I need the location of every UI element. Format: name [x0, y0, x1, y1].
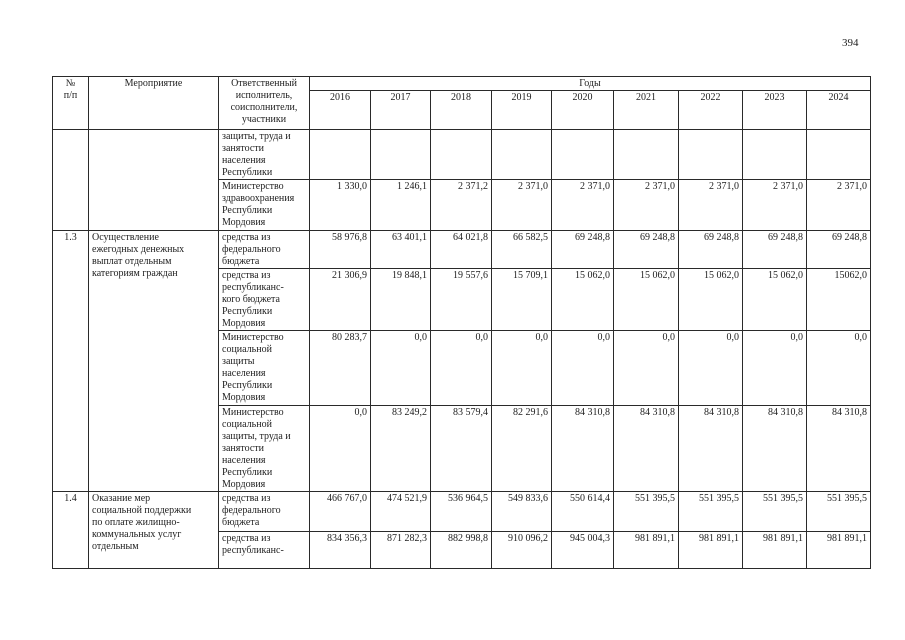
header-responsible: Ответственный исполнитель, соисполнители, участники: [219, 77, 310, 130]
value-cell: 981 891,1: [807, 532, 871, 569]
value-cell: 0,0: [679, 331, 743, 406]
value-cell: 2 371,0: [807, 180, 871, 231]
value-cell: 84 310,8: [807, 406, 871, 492]
value-cell: 58 976,8: [310, 231, 371, 269]
value-cell: [371, 130, 431, 180]
value-cell: 0,0: [552, 331, 614, 406]
value-cell: 2 371,0: [492, 180, 552, 231]
responsible-cell: средства из федерального бюджета: [219, 231, 310, 269]
value-cell: 474 521,9: [371, 492, 431, 532]
value-cell: 15 062,0: [552, 269, 614, 331]
value-cell: 0,0: [614, 331, 679, 406]
value-cell: [679, 130, 743, 180]
value-cell: [431, 130, 492, 180]
value-cell: 2 371,0: [552, 180, 614, 231]
value-cell: 15 709,1: [492, 269, 552, 331]
responsible-cell: Министерство социальной защиты, труда и занятости населения Республики Мордовия: [219, 406, 310, 492]
value-cell: 83 579,4: [431, 406, 492, 492]
value-cell: 80 283,7: [310, 331, 371, 406]
page-number: 394: [842, 37, 859, 49]
value-cell: 21 306,9: [310, 269, 371, 331]
responsible-cell: средства из республиканс-: [219, 532, 310, 569]
value-cell: 19 848,1: [371, 269, 431, 331]
program-table: [52, 76, 871, 569]
header-year: 2023: [743, 91, 807, 130]
header-year: 2016: [310, 91, 371, 130]
header-year: 2020: [552, 91, 614, 130]
value-cell: 83 249,2: [371, 406, 431, 492]
measure-name: Осуществление ежегодных денежных выплат отдельным категориям граждан: [89, 231, 219, 492]
responsible-cell: средства из федерального бюджета: [219, 492, 310, 532]
value-cell: 834 356,3: [310, 532, 371, 569]
value-cell: 551 395,5: [807, 492, 871, 532]
value-cell: 551 395,5: [614, 492, 679, 532]
value-cell: 69 248,8: [679, 231, 743, 269]
value-cell: 871 282,3: [371, 532, 431, 569]
value-cell: [552, 130, 614, 180]
value-cell: 910 096,2: [492, 532, 552, 569]
value-cell: 69 248,8: [743, 231, 807, 269]
value-cell: [743, 130, 807, 180]
value-cell: 981 891,1: [743, 532, 807, 569]
value-cell: 15 062,0: [743, 269, 807, 331]
value-cell: 15 062,0: [679, 269, 743, 331]
header-years-label: Годы: [310, 77, 871, 91]
value-cell: 2 371,2: [431, 180, 492, 231]
value-cell: 2 371,0: [743, 180, 807, 231]
header-year: 2019: [492, 91, 552, 130]
header-year: 2024: [807, 91, 871, 130]
value-cell: 1 246,1: [371, 180, 431, 231]
responsible-cell: защиты, труда и занятости населения Республики: [219, 130, 310, 180]
value-cell: 550 614,4: [552, 492, 614, 532]
table-row: [53, 130, 871, 180]
value-cell: 2 371,0: [614, 180, 679, 231]
header-year: 2018: [431, 91, 492, 130]
value-cell: 536 964,5: [431, 492, 492, 532]
header-year: 2021: [614, 91, 679, 130]
value-cell: 84 310,8: [614, 406, 679, 492]
value-cell: 69 248,8: [807, 231, 871, 269]
value-cell: 15062,0: [807, 269, 871, 331]
header-year: 2022: [679, 91, 743, 130]
measure-name: [89, 130, 219, 231]
value-cell: 66 582,5: [492, 231, 552, 269]
value-cell: 549 833,6: [492, 492, 552, 532]
measure-num: [53, 130, 89, 231]
value-cell: 15 062,0: [614, 269, 679, 331]
table-row: [53, 231, 871, 269]
value-cell: 0,0: [492, 331, 552, 406]
measure-name: Оказание мер социальной поддержки по оплате жилищно- коммунальных услуг отдельным: [89, 492, 219, 569]
value-cell: 63 401,1: [371, 231, 431, 269]
header-measure: Мероприятие: [89, 77, 219, 130]
table-row: [53, 492, 871, 532]
value-cell: 19 557,6: [431, 269, 492, 331]
value-cell: 84 310,8: [679, 406, 743, 492]
header-row: [53, 77, 871, 91]
value-cell: 0,0: [371, 331, 431, 406]
value-cell: 551 395,5: [679, 492, 743, 532]
responsible-cell: Министерство социальной защиты населения Республики Мордовия: [219, 331, 310, 406]
value-cell: 0,0: [743, 331, 807, 406]
value-cell: 82 291,6: [492, 406, 552, 492]
header-year: 2017: [371, 91, 431, 130]
header-num: № п/п: [53, 77, 89, 130]
value-cell: 945 004,3: [552, 532, 614, 569]
value-cell: 69 248,8: [552, 231, 614, 269]
value-cell: [310, 130, 371, 180]
value-cell: 64 021,8: [431, 231, 492, 269]
value-cell: 0,0: [431, 331, 492, 406]
value-cell: 0,0: [310, 406, 371, 492]
responsible-cell: Министерство здравоохранения Республики Мордовия: [219, 180, 310, 231]
value-cell: 551 395,5: [743, 492, 807, 532]
responsible-cell: средства из республиканс- кого бюджета Республики Мордовия: [219, 269, 310, 331]
value-cell: 84 310,8: [743, 406, 807, 492]
value-cell: 981 891,1: [679, 532, 743, 569]
value-cell: [614, 130, 679, 180]
value-cell: [807, 130, 871, 180]
value-cell: [492, 130, 552, 180]
value-cell: 882 998,8: [431, 532, 492, 569]
value-cell: 69 248,8: [614, 231, 679, 269]
value-cell: 0,0: [807, 331, 871, 406]
measure-num: 1.4: [53, 492, 89, 569]
value-cell: 466 767,0: [310, 492, 371, 532]
value-cell: 981 891,1: [614, 532, 679, 569]
value-cell: 84 310,8: [552, 406, 614, 492]
value-cell: 1 330,0: [310, 180, 371, 231]
value-cell: 2 371,0: [679, 180, 743, 231]
measure-num: 1.3: [53, 231, 89, 492]
